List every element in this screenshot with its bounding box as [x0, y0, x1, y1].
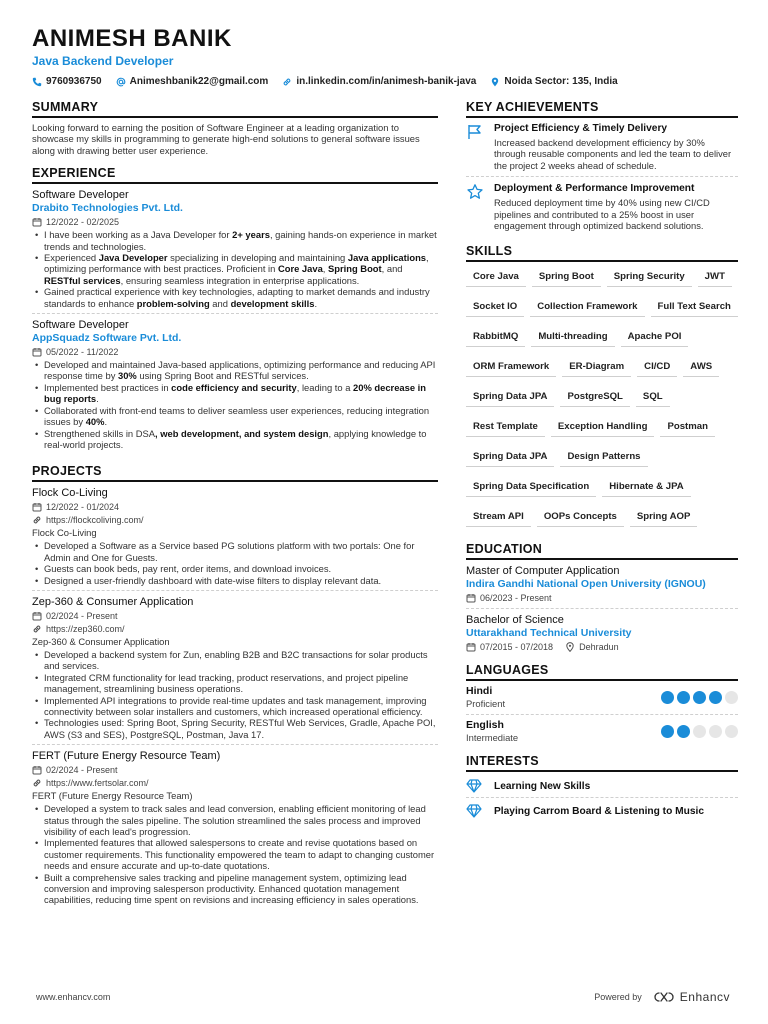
location-pin-icon [565, 642, 575, 652]
summary-text: Looking forward to earning the position of Software Engineer at a leading organization to showcase my skills in programming to generate high-end solutions to general software issues along with drawing better user experience. [32, 122, 420, 156]
degree: Master of Computer Application [466, 565, 620, 578]
job-dates [32, 216, 438, 228]
skill-tag: Hibernate & JPA [602, 476, 690, 497]
projects-section [32, 464, 438, 910]
project-url: https://www.fertsolar.com/ [46, 778, 149, 789]
rating-dot [661, 691, 674, 704]
education-heading: EDUCATION [466, 542, 738, 560]
project-title: Zep-360 & Consumer Application [32, 595, 194, 608]
list-item: • Built a comprehensive sales tracking and pipeline management system, optimizing lead conversion and improving salesperson productivity. Enhanced quotation management capabilities, reducing time spent on revisions and increasing efficiency in sales operations. [32, 872, 438, 906]
skill-tag: Rest Template [466, 416, 545, 437]
skill-tag: SQL [636, 386, 670, 407]
company-name: AppSquadz Software Pvt. Ltd. [32, 332, 182, 345]
contact-phone[interactable] [32, 76, 102, 87]
powered-by-text: Powered by [594, 992, 642, 1002]
skill-tag: AWS [683, 356, 719, 377]
skill-tag: Stream API [466, 506, 531, 527]
phone-icon [32, 77, 42, 87]
contact-phone-text: 9760936750 [46, 76, 102, 87]
achievement-desc: Reduced deployment time by 40% using new CI/CD pipelines and contributed to a 25% boost in user engagement through optimized backend solutions. [494, 197, 710, 232]
projects-heading: PROJECTS [32, 464, 438, 482]
language-rating [661, 725, 738, 738]
calendar-icon [32, 347, 42, 357]
experience-section [32, 166, 438, 454]
calendar-icon [32, 502, 42, 512]
education-location-text: Dehradun [579, 642, 619, 653]
enhancv-logo-icon [652, 991, 676, 1003]
project-dates-text: 02/2024 - Present [46, 610, 118, 621]
interest-text: Learning New Skills [494, 780, 591, 792]
project-title: Flock Co-Living [32, 487, 108, 500]
brand-name: Enhancv [679, 990, 730, 1004]
page-footer [36, 990, 730, 1004]
list-item: • Developed a system to track sales and lead conversion, enabling efficient monitoring of lead status through the sales pipeline. The solution streamlined the sales process and improved visibility of each lead's progression. [32, 803, 438, 837]
contact-email-text: Animeshbanik22@gmail.com [129, 76, 269, 87]
language-rating [661, 691, 738, 704]
diamond-icon [466, 779, 482, 793]
project-bullets [32, 649, 438, 740]
education-location [565, 641, 619, 653]
skill-tag: ORM Framework [466, 356, 556, 377]
project-dates-text: 12/2022 - 01/2024 [46, 502, 120, 513]
skill-tag: Full Text Search [651, 296, 738, 317]
left-column [32, 100, 438, 916]
project-link[interactable] [32, 514, 438, 526]
school-name: Uttarakhand Technical University [466, 627, 632, 640]
project-title: FERT (Future Energy Resource Team) [32, 750, 221, 763]
project-entry [32, 595, 438, 745]
rating-dot [661, 725, 674, 738]
project-entry [32, 749, 438, 910]
project-link[interactable] [32, 623, 438, 635]
project-url: https://flockcoliving.com/ [46, 515, 144, 526]
enhancv-logo[interactable] [652, 990, 730, 1004]
achievement-desc: Increased backend development efficiency by 30% through reusable components and led the team to deliver the project 2 weeks ahead of schedule. [494, 137, 732, 171]
skill-tag: Core Java [466, 266, 526, 287]
job-bullets [32, 359, 438, 450]
job-dates-text: 12/2022 - 02/2025 [46, 217, 120, 228]
education-dates-text: 06/2023 - Present [480, 593, 552, 604]
language-level: Intermediate [466, 732, 519, 744]
footer-brand [594, 990, 730, 1004]
list-item: • Experienced Java Developer specializing in developing and maintaining Java applications, optimizing performance with best practices. Proficient in Core Java, Spring Boot, and RESTful services, ensuring seamless integration in enterprise applications. [32, 252, 438, 286]
language-name: Hindi [466, 685, 493, 698]
link-icon [32, 515, 42, 525]
calendar-icon [32, 217, 42, 227]
skill-tag: Spring Data Specification [466, 476, 596, 497]
list-item: • Integrated CRM functionality for lead tracking, product reservations, and project pipeline management, streamlining business operations. [32, 672, 438, 695]
skills-section [466, 244, 738, 536]
contact-linkedin[interactable] [282, 76, 476, 87]
education-dates [466, 641, 553, 653]
project-dates [32, 610, 438, 622]
skill-tag: Multi-threading [531, 326, 614, 347]
list-item: • Implemented features that allowed salespersons to create and revise quotations based on customer requirements. This functionality empowered the team to adapt to changing customer needs and ensure accurate and up-to-date quotations. [32, 837, 438, 871]
list-item: • Developed and maintained Java-based applications, optimizing performance and reducing API response time by 30% using Spring Boot and RESTful services. [32, 359, 438, 382]
skill-tag: Spring AOP [630, 506, 697, 527]
job-dates [32, 346, 438, 358]
project-url: https://zep360.com/ [46, 623, 125, 634]
project-dates [32, 501, 438, 513]
location-pin-icon [490, 77, 500, 87]
interests-heading: INTERESTS [466, 754, 738, 772]
list-item: • Developed a backend system for Zun, enabling B2B and B2C transactions for solar products and services. [32, 649, 438, 672]
rating-dot [709, 691, 722, 704]
list-item: • Technologies used: Spring Boot, Spring Security, RESTful Web Services, Gradle, Apache POI, AWS (S3 and SES), PostgreSQL, Postman, Java 17. [32, 717, 438, 740]
candidate-name: ANIMESH BANIK [32, 25, 232, 52]
project-dates [32, 764, 438, 776]
skill-tag: Design Patterns [560, 446, 647, 467]
link-icon [282, 77, 292, 87]
interest-item [466, 801, 738, 822]
contact-linkedin-text: in.linkedin.com/in/animesh-banik-java [296, 76, 477, 87]
skill-tag: Spring Security [607, 266, 692, 287]
job-bullets [32, 229, 438, 309]
rating-dot [709, 725, 722, 738]
list-item: • Designed a user-friendly dashboard with date-wise filters to display relevant data. [32, 575, 438, 586]
skill-tag: Socket IO [466, 296, 524, 317]
rating-dot [677, 725, 690, 738]
languages-heading: LANGUAGES [466, 663, 738, 681]
calendar-icon [466, 593, 476, 603]
project-subtitle: Flock Co-Living [32, 527, 97, 539]
skill-tag: ER-Diagram [562, 356, 631, 377]
education-meta [466, 592, 738, 604]
contact-location [490, 76, 617, 87]
rating-dot [693, 691, 706, 704]
skill-tag: CI/CD [637, 356, 677, 377]
list-item: • Gained practical experience with key technologies, adapting to market demands and industry standards to enhance problem-solving and development skills. [32, 286, 438, 309]
languages-section [466, 663, 738, 748]
star-icon [466, 183, 484, 201]
language-item [466, 719, 738, 748]
education-meta [466, 641, 738, 653]
resume-header [32, 26, 738, 87]
skill-tag: Collection Framework [530, 296, 644, 317]
summary-heading: SUMMARY [32, 100, 438, 118]
summary-section [32, 100, 438, 156]
education-dates-text: 07/2015 - 07/2018 [480, 642, 554, 653]
skills-list [466, 266, 738, 536]
contact-email[interactable] [116, 76, 269, 87]
interest-text: Playing Carrom Board & Listening to Music [494, 805, 705, 817]
skill-tag: RabbitMQ [466, 326, 525, 347]
skill-tag: Spring Data JPA [466, 386, 554, 407]
calendar-icon [32, 611, 42, 621]
contact-location-text: Noida Sector: 135, India [504, 76, 618, 87]
skills-heading: SKILLS [466, 244, 738, 262]
job-dates-text: 05/2022 - 11/2022 [46, 347, 119, 358]
list-item: • Strengthened skills in DSA, web development, and system design, applying knowledge to real-world projects. [32, 428, 438, 451]
list-item: • I have been working as a Java Developer for 2+ years, gaining hands-on experience in market trends and technologies. [32, 229, 438, 252]
footer-website[interactable]: www.enhancv.com [36, 992, 111, 1002]
education-entry [466, 613, 738, 657]
project-subtitle: FERT (Future Energy Resource Team) [32, 790, 193, 802]
at-sign-icon [116, 77, 126, 87]
list-item: • Implemented API integrations to provide real-time updates and task management, improving connectivity between solar installers and customers, which increased operational efficiency. [32, 695, 438, 718]
achievement-title: Deployment & Performance Improvement [494, 183, 695, 195]
flag-icon [466, 123, 484, 141]
job-title: Software Developer [32, 319, 129, 332]
project-dates-text: 02/2024 - Present [46, 765, 118, 776]
skill-tag: Postman [660, 416, 715, 437]
right-column [466, 100, 738, 828]
education-section [466, 542, 738, 657]
diamond-icon [466, 804, 482, 818]
skill-tag: Spring Boot [532, 266, 601, 287]
list-item: • Guests can book beds, pay rent, order items, and download invoices. [32, 563, 438, 574]
interests-section [466, 754, 738, 822]
project-subtitle: Zep-360 & Consumer Application [32, 635, 170, 647]
skill-tag: Apache POI [621, 326, 689, 347]
project-entry [32, 486, 438, 591]
language-level: Proficient [466, 698, 506, 710]
contact-row [32, 76, 738, 87]
company-name: Drabito Technologies Pvt. Ltd. [32, 202, 183, 215]
achievement-item [466, 182, 738, 236]
school-name: Indira Gandhi National Open University (IGNOU) [466, 578, 706, 591]
rating-dot [693, 725, 706, 738]
language-name: English [466, 719, 504, 732]
rating-dot [725, 725, 738, 738]
job-title: Software Developer [32, 189, 129, 202]
achievement-item [466, 122, 738, 177]
list-item: • Developed a Software as a Service based PG solutions platform with two portals: One for Admin and One for Guests. [32, 540, 438, 563]
language-item [466, 685, 738, 715]
skill-tag: PostgreSQL [560, 386, 629, 407]
education-entry [466, 564, 738, 609]
experience-entry [32, 318, 438, 454]
calendar-icon [32, 765, 42, 775]
achievements-section [466, 100, 738, 236]
calendar-icon [466, 642, 476, 652]
list-item: • Collaborated with front-end teams to deliver seamless user experiences, reducing integration issues by 40%. [32, 405, 438, 428]
rating-dot [725, 691, 738, 704]
interest-item [466, 776, 738, 798]
project-bullets [32, 803, 438, 906]
education-dates [466, 592, 552, 604]
experience-heading: EXPERIENCE [32, 166, 438, 184]
skill-tag: JWT [698, 266, 732, 287]
candidate-role: Java Backend Developer [32, 54, 174, 68]
rating-dot [677, 691, 690, 704]
project-link[interactable] [32, 777, 438, 789]
achievements-heading: KEY ACHIEVEMENTS [466, 100, 738, 118]
project-bullets [32, 540, 438, 586]
experience-entry [32, 188, 438, 314]
skill-tag: Exception Handling [551, 416, 655, 437]
degree: Bachelor of Science [466, 614, 564, 627]
skill-tag: OOPs Concepts [537, 506, 624, 527]
achievement-title: Project Efficiency & Timely Delivery [494, 123, 668, 134]
link-icon [32, 624, 42, 634]
link-icon [32, 778, 42, 788]
list-item: • Implemented best practices in code efficiency and security, leading to a 20% decrease in bug reports. [32, 382, 438, 405]
skill-tag: Spring Data JPA [466, 446, 554, 467]
